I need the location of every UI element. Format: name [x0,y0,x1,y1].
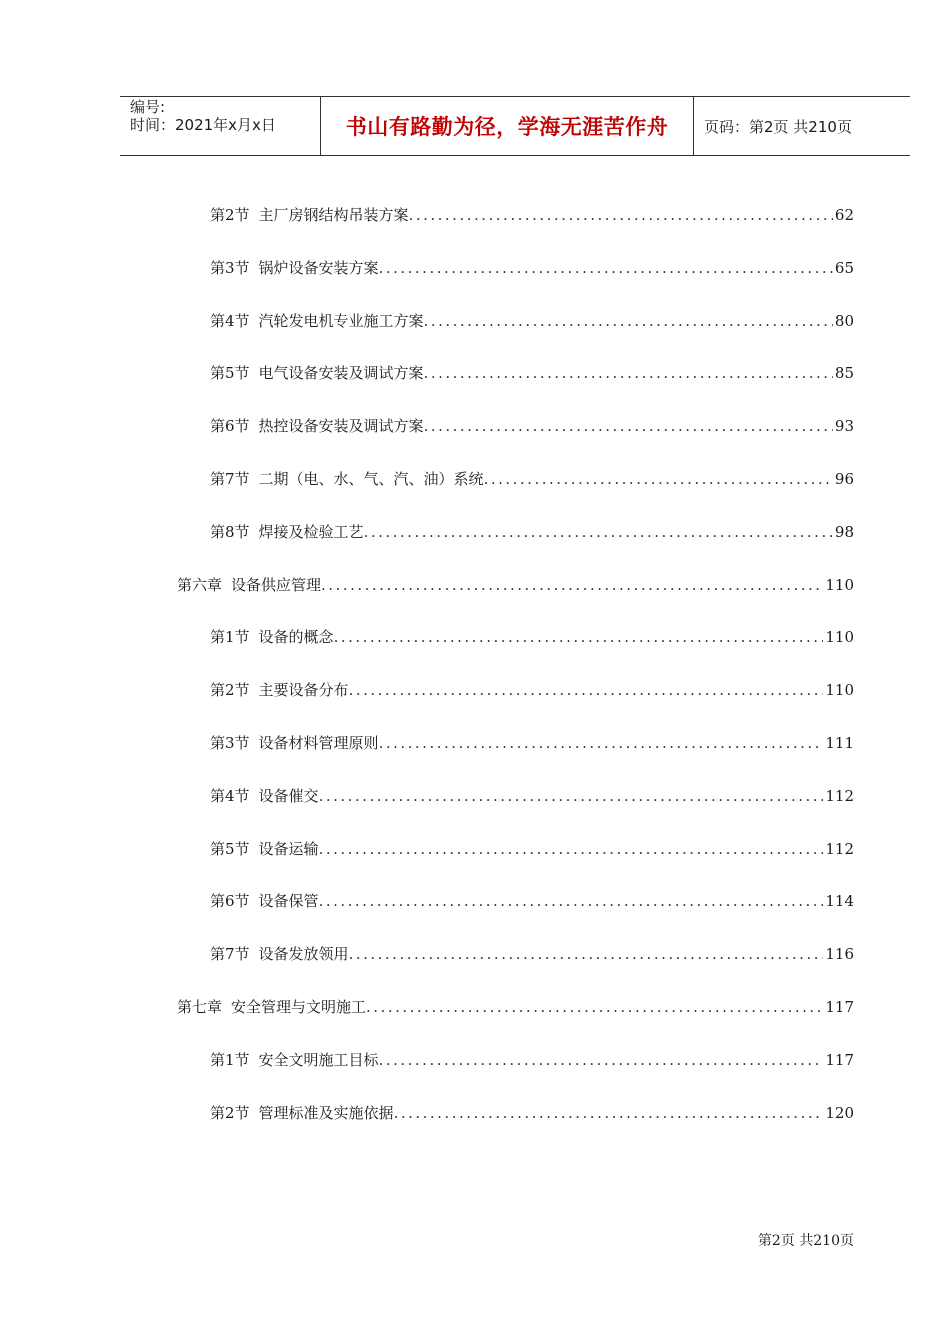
toc-section-entry[interactable] [210,1049,854,1071]
toc-chapter-entry[interactable] [177,996,854,1018]
toc-entry-page: 120 [825,1103,854,1122]
toc-entry-number: 第8节 [210,522,250,541]
toc-entry-page: 117 [825,998,854,1016]
toc-section-entry[interactable] [210,415,854,437]
toc-dot-leader [319,838,824,860]
toc-section-entry[interactable] [210,626,854,648]
toc-entry-number: 第2节 [210,1103,250,1122]
toc-dot-leader [394,1102,824,1124]
toc-entry-title: 安全管理与文明施工 [231,998,367,1016]
time-label: 时间：2021年x月x日 [130,116,276,134]
toc-entry-number: 第2节 [210,206,250,224]
toc-dot-leader [424,310,833,332]
toc-dot-leader [379,257,833,279]
toc-entry-number: 第6节 [210,892,250,911]
toc-entry-page: 98 [834,522,854,541]
toc-entry-number: 第3节 [210,258,250,277]
toc-dot-leader [334,626,824,648]
toc-entry-title: 主要设备分布 [258,681,349,700]
toc-dot-leader [484,468,833,490]
toc-entry-title: 设备发放领用 [258,945,349,964]
toc-entry-title: 设备的概念 [258,628,334,647]
toc-entry-page: 110 [825,628,854,647]
toc-entry-number: 第2节 [210,681,250,700]
toc-dot-leader [409,204,833,226]
toc-entry-page: 93 [834,417,854,436]
footer-page-number: 第2页 共210页 [757,1233,854,1249]
header-meta [120,97,321,155]
toc-dot-leader [379,732,824,754]
header-page-info: 页码：第2页 共210页 [704,117,852,136]
toc-entry-title: 焊接及检验工艺 [258,522,364,541]
toc-entry-page: 62 [834,206,854,224]
toc-dot-leader [379,1049,824,1071]
toc-entry-number: 第4节 [210,786,250,805]
toc-dot-leader [424,415,833,437]
toc-entry-number: 第七章 [177,998,223,1016]
toc-section-entry[interactable] [210,943,854,965]
toc-section-entry[interactable] [210,679,854,701]
toc-dot-leader [424,362,833,384]
toc-dot-leader [319,785,824,807]
header-motto: 书山有路勤为径，学海无涯苦作舟 [321,97,694,155]
toc-entry-page: 80 [834,311,854,330]
toc-entry-page: 111 [825,734,854,752]
page-header [120,96,910,156]
toc-section-entry[interactable] [210,257,854,279]
toc-section-entry[interactable] [210,785,854,807]
toc-entry-number: 第1节 [210,628,250,647]
toc-entry-title: 设备保管 [258,892,319,911]
toc-section-entry[interactable] [210,468,854,490]
toc-entry-number: 第六章 [177,575,223,594]
toc-entry-page: 110 [825,575,854,594]
toc-entry-number: 第6节 [210,417,250,436]
toc-section-entry[interactable] [210,732,854,754]
toc-dot-leader [321,574,823,596]
toc-entry-title: 设备催交 [258,786,319,805]
toc-entry-page: 85 [834,364,854,383]
serial-label: 编号: [130,98,166,116]
toc-entry-page: 96 [834,470,854,488]
toc-entry-title: 设备供应管理 [231,575,322,594]
toc-entry-title: 锅炉设备安装方案 [258,258,379,277]
toc-entry-page: 112 [825,839,854,858]
toc-entry-title: 主厂房钢结构吊装方案 [258,206,409,224]
toc-entry-page: 116 [825,945,854,964]
toc-entry-title: 管理标准及实施依据 [258,1103,394,1122]
toc-entry-number: 第7节 [210,945,250,964]
toc-entry-page: 114 [825,892,854,911]
toc-entry-page: 117 [825,1050,854,1069]
toc-section-entry[interactable] [210,204,854,226]
toc-entry-title: 二期（电、水、气、汽、油）系统 [258,470,484,488]
toc-entry-page: 110 [825,681,854,700]
toc-entry-title: 设备运输 [258,839,319,858]
toc-entry-number: 第7节 [210,470,250,488]
toc-entry-page: 65 [834,258,854,277]
toc-entry-number: 第1节 [210,1050,250,1069]
toc-entry-page: 112 [825,786,854,805]
toc-section-entry[interactable] [210,521,854,543]
toc-dot-leader [364,521,833,543]
toc-chapter-entry[interactable] [177,574,854,596]
toc-entry-number: 第3节 [210,734,250,752]
toc-entry-number: 第5节 [210,364,250,383]
toc-entry-title: 热控设备安装及调试方案 [258,417,424,436]
toc-entry-title: 汽轮发电机专业施工方案 [258,311,424,330]
toc-section-entry[interactable] [210,310,854,332]
toc-dot-leader [319,890,824,912]
toc-dot-leader [366,996,823,1018]
toc-entry-number: 第5节 [210,839,250,858]
toc-entry-title: 电气设备安装及调试方案 [258,364,424,383]
toc-entry-title: 设备材料管理原则 [258,734,379,752]
toc-dot-leader [349,679,824,701]
toc-dot-leader [349,943,824,965]
toc-section-entry[interactable] [210,1102,854,1124]
toc-entry-number: 第4节 [210,311,250,330]
toc-section-entry[interactable] [210,838,854,860]
toc-section-entry[interactable] [210,890,854,912]
toc-section-entry[interactable] [210,362,854,384]
toc-entry-title: 安全文明施工目标 [258,1050,379,1069]
